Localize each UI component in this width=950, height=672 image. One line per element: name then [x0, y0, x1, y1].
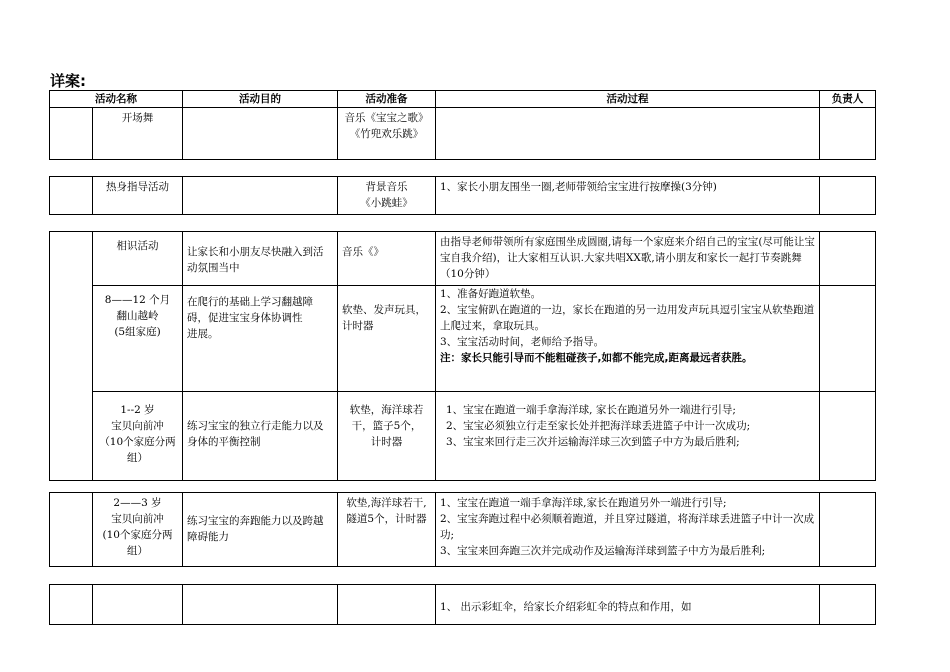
header-table: [49, 90, 876, 108]
prep-walk: 软垫，海洋球若干，篮子5个， 计时器: [338, 392, 436, 481]
prep-rainbow: [338, 585, 436, 625]
activity-name-warmup: 热身指导活动: [93, 177, 183, 215]
blank-cell: [50, 232, 93, 481]
header-activity-name: 活动名称: [50, 91, 183, 108]
activity-name-meet: 相识活动: [93, 232, 183, 286]
activity-name-walk: 1--2 岁 宝贝向前冲 （10个家庭分两组）: [93, 392, 183, 481]
process-rainbow: 1、 出示彩虹伞，给家长介绍彩虹伞的特点和作用，如: [436, 585, 820, 625]
responsible-walk: [820, 392, 876, 481]
process-climb: [436, 286, 820, 392]
process-climb-step-1: 1、准备好跑道软垫。: [440, 288, 542, 300]
header-responsible: 负责人: [820, 91, 876, 108]
responsible-climb: [820, 286, 876, 392]
responsible-meet: [820, 232, 876, 286]
prep-warmup: 背景音乐 《小跳蛙》: [338, 177, 436, 215]
activity-name-rainbow: [93, 585, 183, 625]
process-walk: 1、宝宝在跑道一端手拿海洋球, 家长在跑道另外一端进行引导; 2、宝宝必须独立行走至家长处并把海洋球丢进篮子中计一次成功; 3、宝宝来回行走三次并运输海洋球三次到篮子中方为最后胜利;: [436, 392, 820, 481]
process-meet: 由指导老师带领所有家庭围坐成圆圈,请每一个家庭来介绍自己的宝宝(尽可能让宝宝自我介绍)，让大家相互认识.大家共唱XX歌,请小朋友和家长一起打节奏跳舞（10分钟）: [436, 232, 820, 286]
process-opening: [436, 108, 820, 160]
purpose-warmup: [183, 177, 338, 215]
table-run: [49, 492, 876, 567]
responsible-run: [820, 493, 876, 567]
header-activity-prep: 活动准备: [338, 91, 436, 108]
process-climb-step-3: 3、宝宝活动时间，老师给予指导。: [440, 336, 605, 348]
activity-name-opening: 开场舞: [93, 108, 183, 160]
purpose-climb: 在爬行的基础上学习翻越障碍，促进宝宝身体协调性 进展。: [183, 286, 338, 392]
process-climb-step-2: 2、宝宝俯趴在跑道的一边，家长在跑道的另一边用发声玩具逗引宝宝从软垫跑道上爬过来，拿取玩具。: [440, 304, 815, 332]
table-main-activities: [49, 231, 876, 481]
blank-cell: [50, 493, 93, 567]
blank-cell: [50, 108, 93, 160]
table-warmup: [49, 176, 876, 215]
process-climb-note: 注：家长只能引导而不能粗碰孩子,如都不能完成,距离最远者获胜。: [440, 352, 753, 364]
prep-opening: 音乐《宝宝之歌》 《竹兜欢乐跳》: [338, 108, 436, 160]
process-run: 1、宝宝在跑道一端手拿海洋球,家长在跑道另外一端进行引导; 2、宝宝奔跑过程中必须顺着跑道，并且穿过隧道，将海洋球丢进篮子中计一次成功; 3、宝宝来回奔跑三次并完成动作及运输海洋球到篮子中方为最后胜利;: [436, 493, 820, 567]
purpose-rainbow: [183, 585, 338, 625]
responsible-rainbow: [820, 585, 876, 625]
purpose-walk: 练习宝宝的独立行走能力以及身体的平衡控制: [183, 392, 338, 481]
purpose-run: 练习宝宝的奔跑能力以及跨越障碍能力: [183, 493, 338, 567]
activity-name-climb: 8——12 个月 翻山越岭 (5组家庭): [93, 286, 183, 392]
header-activity-purpose: 活动目的: [183, 91, 338, 108]
prep-climb: 软垫、发声玩具，计时器: [338, 286, 436, 392]
blank-cell: [50, 585, 93, 625]
prep-run: 软垫,海洋球若干,隧道5个，计时器: [338, 493, 436, 567]
table-opening: [49, 107, 876, 160]
table-rainbow: [49, 584, 876, 625]
activity-name-run: 2——3 岁 宝贝向前冲 (10个家庭分两组）: [93, 493, 183, 567]
process-warmup: 1、家长小朋友围坐一圈,老师带领给宝宝进行按摩操(3分钟): [436, 177, 820, 215]
purpose-opening: [183, 108, 338, 160]
purpose-meet: 让家长和小朋友尽快融入到活动氛围当中: [183, 232, 338, 286]
blank-cell: [50, 177, 93, 215]
responsible-warmup: [820, 177, 876, 215]
header-activity-process: 活动过程: [436, 91, 820, 108]
responsible-opening: [820, 108, 876, 160]
prep-meet: 音乐《》: [338, 232, 436, 286]
page-title: 详案:: [50, 72, 86, 90]
